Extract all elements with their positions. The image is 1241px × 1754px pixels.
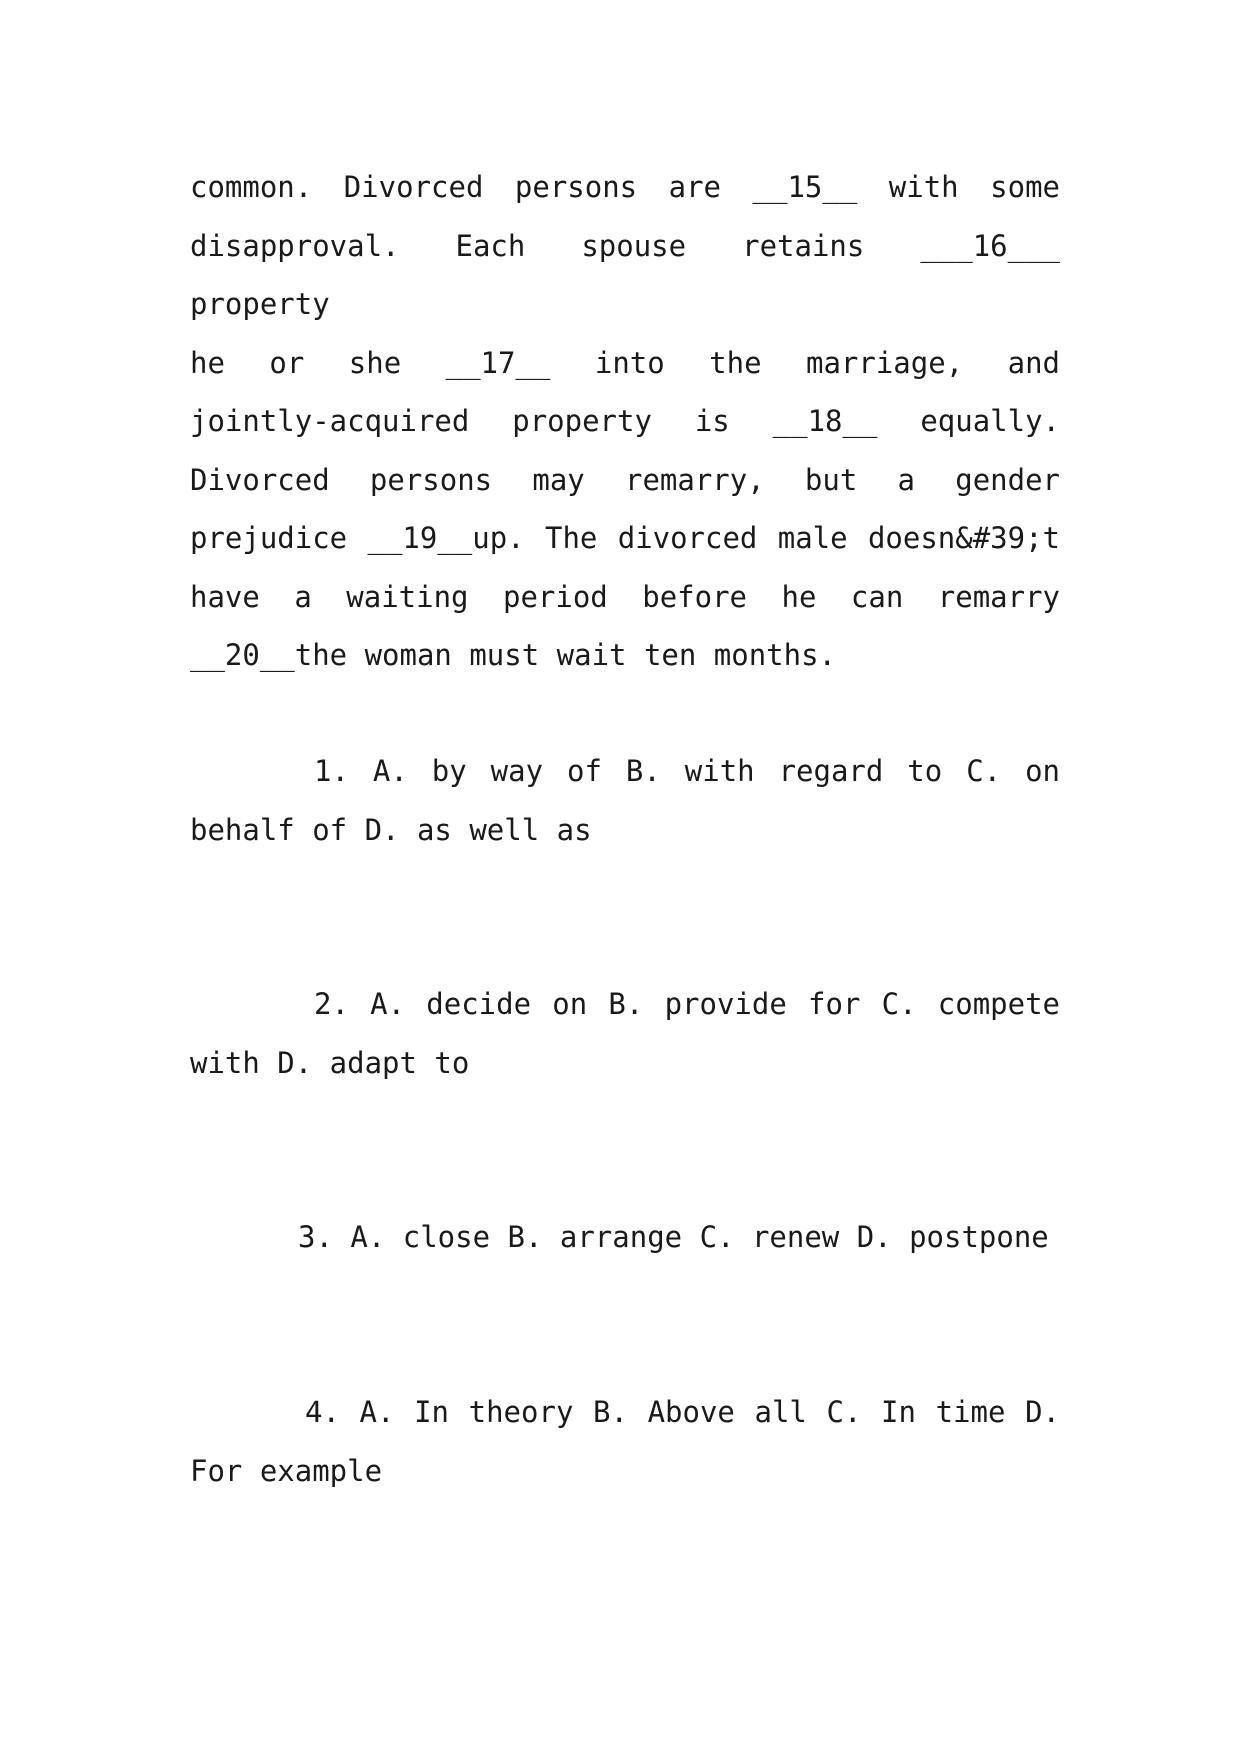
question-2 [190,975,1060,1092]
passage-line: he or she __17__ into the marriage, and [190,345,1060,380]
passage-line: have a waiting period before he can remarry [190,579,1060,614]
question-line: 4. A. In theory B. Above all C. In time D. [305,1395,1060,1429]
question-1 [190,742,1060,859]
question-line: 1. A. by way of B. with regard to C. on [314,754,1060,788]
question-line: 3. A. close B. arrange C. renew D. postpone [298,1220,1049,1254]
question-3 [190,1208,1060,1267]
question-line: with D. adapt to [190,1045,470,1080]
passage-line: prejudice __19__up. The divorced male doesn&#39;t [190,521,1060,555]
cloze-passage [190,158,1060,685]
question-4 [190,1383,1060,1500]
question-line: For example [190,1453,383,1488]
passage-line: jointly-acquired property is __18__ equally. [190,404,1060,438]
passage-line: common. Divorced persons are __15__ with some [190,170,1060,204]
question-line: behalf of D. as well as [190,812,592,847]
passage-line: __20__the woman must wait ten months. [190,638,837,672]
question-line: 2. A. decide on B. provide for C. compete [314,987,1060,1021]
passage-line: disapproval. Each spouse retains ___16___ property [190,228,1060,321]
passage-line: Divorced persons may remarry, but a gender [190,462,1060,497]
